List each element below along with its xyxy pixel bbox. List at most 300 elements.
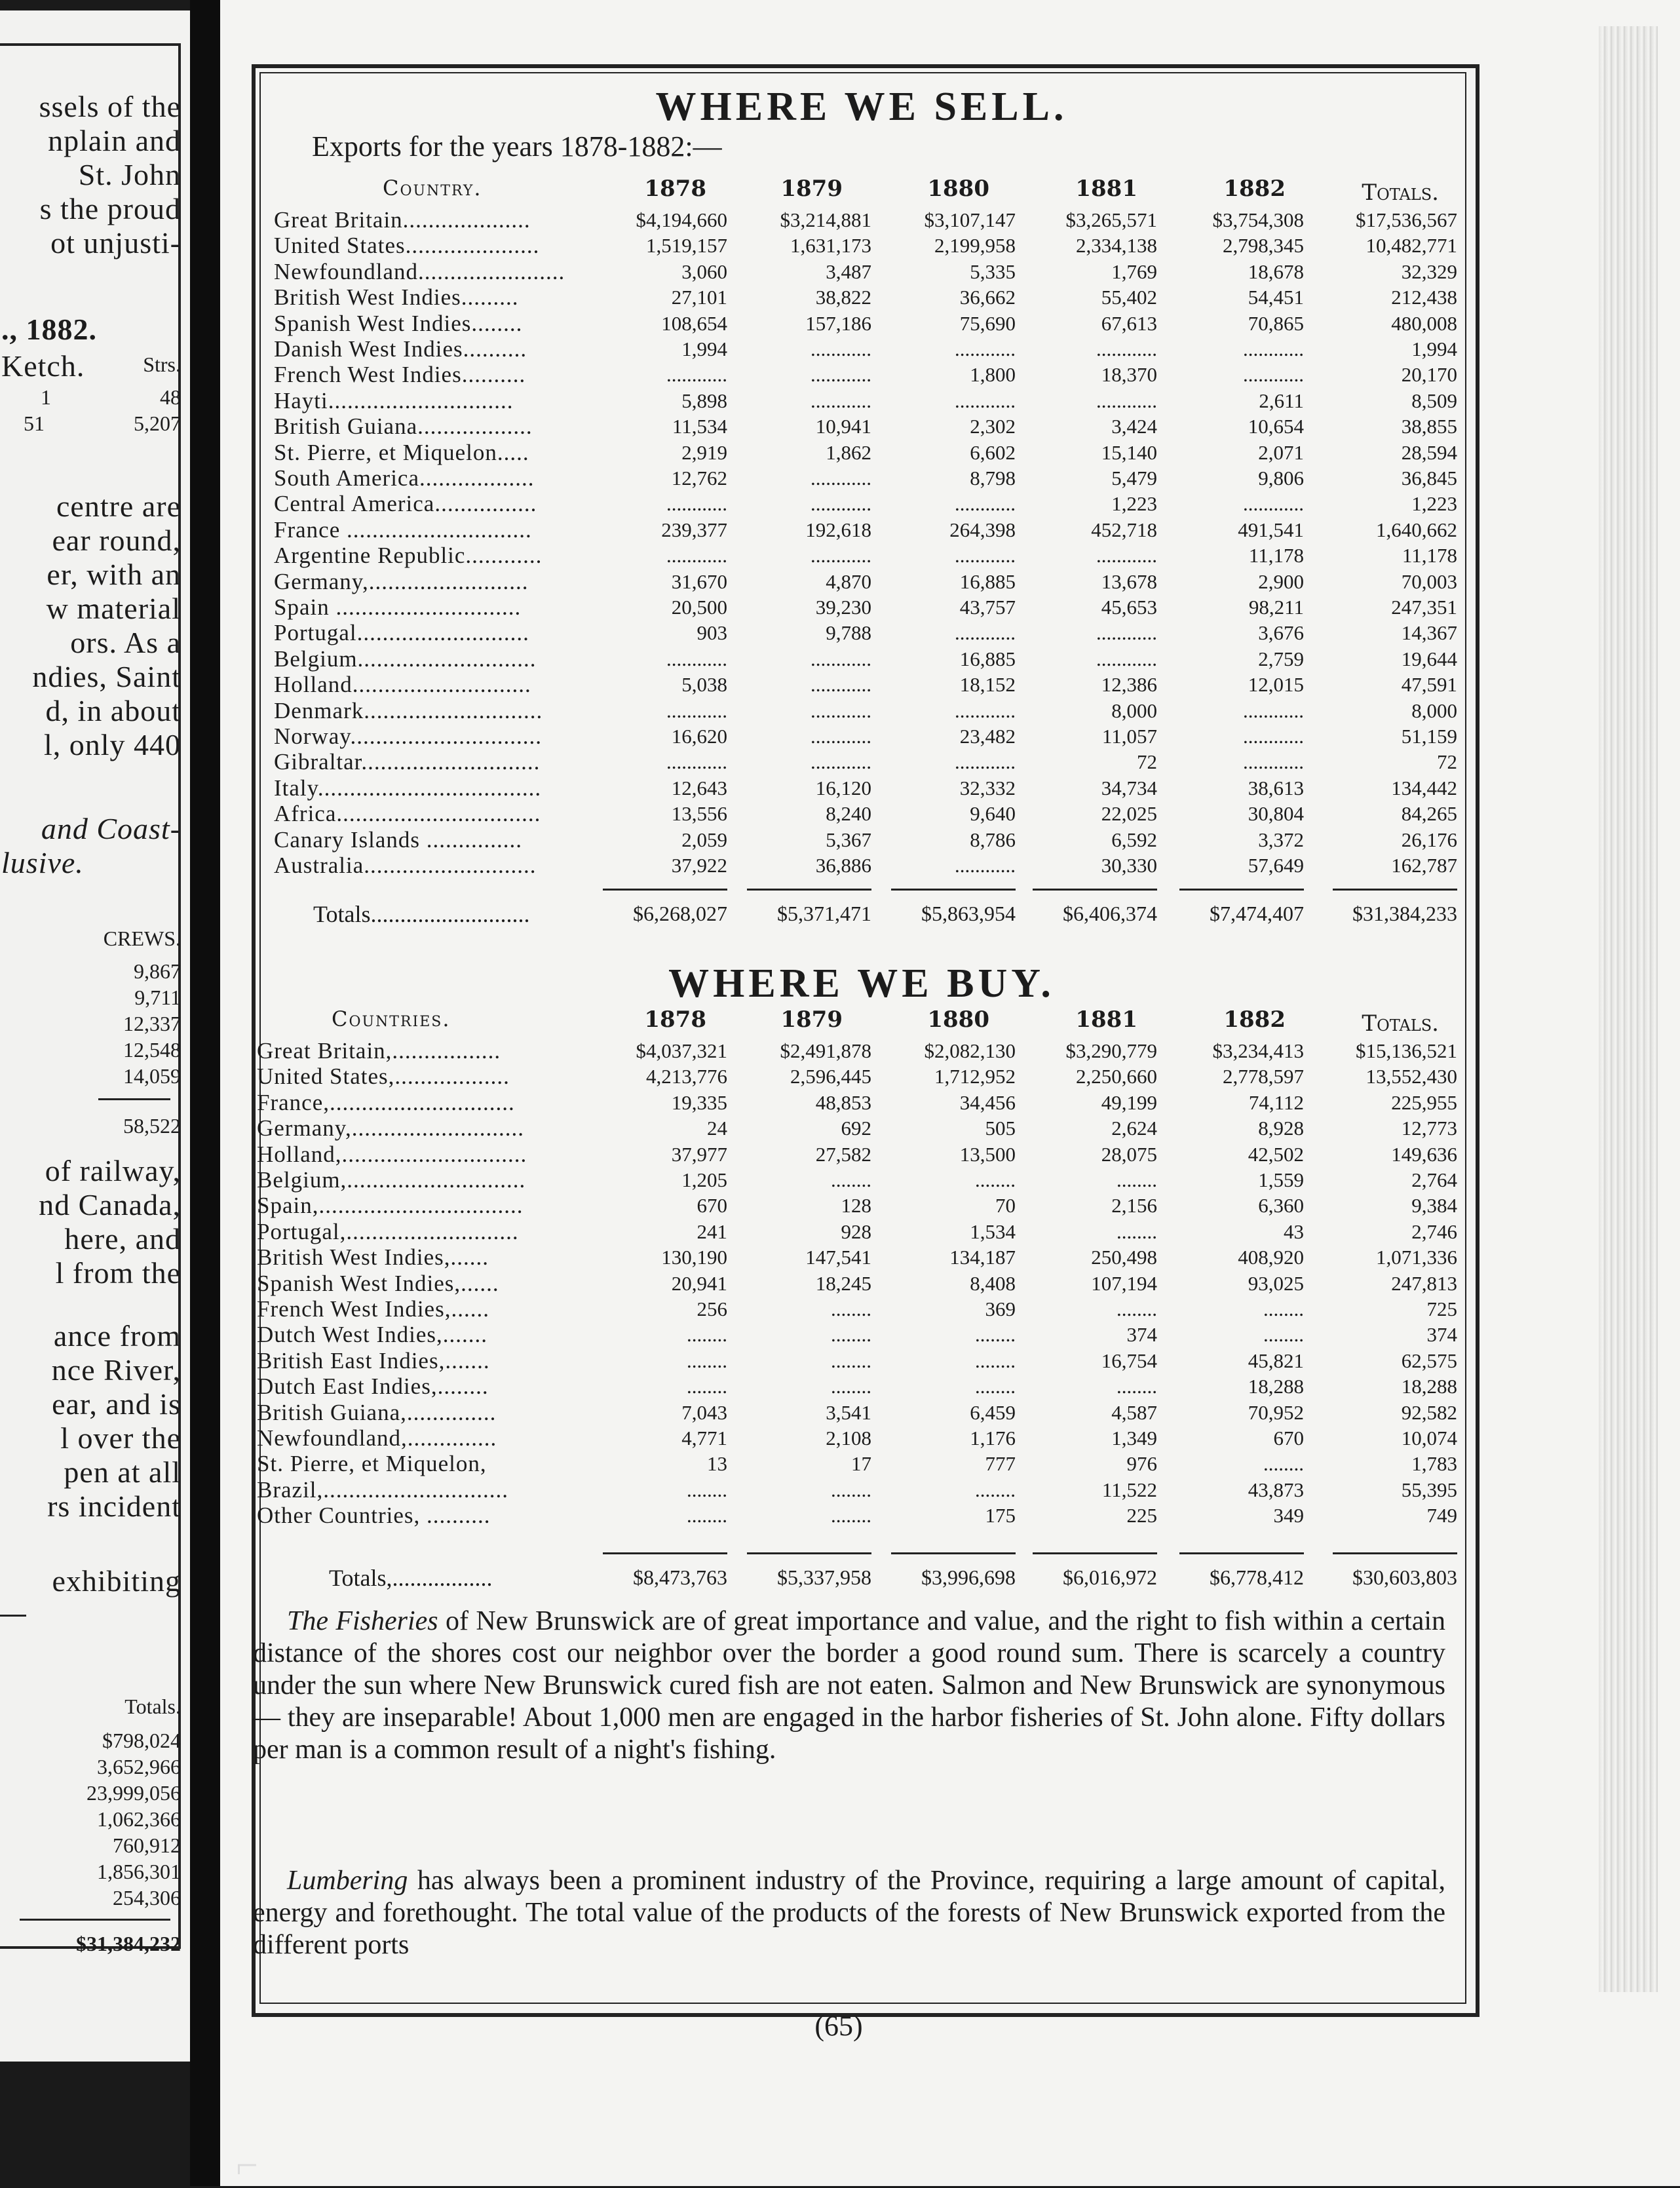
- left-vessel-header: Ketch.: [1, 349, 85, 383]
- page-number: (65): [814, 2010, 863, 2042]
- buy-cell: 2,250,660: [1076, 1065, 1157, 1088]
- sell-cell: ............: [666, 750, 727, 774]
- sell-cell: 38,613: [1248, 776, 1304, 799]
- sell-cell: ............: [1096, 621, 1157, 645]
- sell-total-cell: $6,268,027: [633, 902, 727, 926]
- sell-row-name: British Guiana..................: [274, 413, 533, 440]
- left-crews-rule: [98, 1098, 170, 1100]
- buy-cell: 1,071,336: [1376, 1246, 1457, 1269]
- sell-cell: 8,000: [1111, 699, 1157, 722]
- sell-cell: 36,886: [815, 854, 871, 877]
- buy-total-cell: $30,603,803: [1352, 1565, 1457, 1589]
- sell-cell: 8,000: [1411, 699, 1457, 722]
- buy-cell: ........: [831, 1504, 871, 1527]
- buy-cell: 18,288: [1401, 1375, 1457, 1398]
- buy-cell: $3,234,413: [1212, 1039, 1304, 1062]
- sell-cell: 212,438: [1391, 286, 1457, 309]
- buy-total-cell: $5,337,958: [777, 1565, 871, 1589]
- buy-cell: 9,384: [1411, 1194, 1457, 1218]
- left-totals-value: $798,024: [102, 1729, 181, 1752]
- left-crews-value: 12,337: [123, 1012, 181, 1035]
- sell-total-cell: $31,384,233: [1352, 902, 1457, 926]
- sell-cell: 16,885: [959, 569, 1016, 593]
- buy-totals-rule: [603, 1552, 727, 1554]
- left-vessel-cell: 51: [24, 412, 45, 435]
- sell-cell: 2,611: [1259, 389, 1304, 412]
- left-crews-value: 9,711: [134, 986, 181, 1009]
- sell-cell: ............: [666, 544, 727, 567]
- buy-totals-rule: [891, 1552, 1016, 1554]
- left-fragment: centre are: [56, 489, 181, 523]
- sell-cell: 45,653: [1101, 596, 1157, 619]
- sell-row-name: Central America................: [274, 491, 537, 517]
- sell-year-header: 1881: [1075, 176, 1137, 202]
- sell-cell: 2,798,345: [1223, 234, 1304, 258]
- sell-cell: ............: [1096, 544, 1157, 567]
- sell-year-header: 1882: [1223, 176, 1286, 202]
- sell-cell: 264,398: [949, 518, 1016, 541]
- sell-cell: 38,855: [1401, 415, 1457, 438]
- sell-cell: 43,757: [959, 596, 1016, 619]
- sell-cell: 5,335: [970, 259, 1016, 283]
- buy-cell: 107,194: [1091, 1271, 1157, 1295]
- left-totals-header: Totals.: [124, 1695, 181, 1718]
- buy-cell: ........: [1263, 1323, 1304, 1347]
- buy-total-cell: $8,473,763: [633, 1565, 727, 1589]
- left-crews-value: 14,059: [123, 1064, 181, 1088]
- sell-cell: 1,640,662: [1376, 518, 1457, 541]
- sell-cell: 28,594: [1401, 440, 1457, 464]
- buy-total-cell: $6,016,972: [1063, 1565, 1157, 1589]
- sell-year-header: 1878: [644, 176, 706, 202]
- sell-row-name: Portugal...........................: [274, 620, 529, 646]
- left-totals-value: 760,912: [113, 1833, 181, 1857]
- left-vessel-cell: 48: [160, 385, 181, 409]
- buy-cell: 48,853: [815, 1090, 871, 1114]
- buy-cell: ........: [687, 1375, 727, 1398]
- sell-cell: 134,442: [1391, 776, 1457, 799]
- sell-row-name: British West Indies.........: [274, 284, 519, 311]
- sell-country-header: Country.: [383, 176, 482, 201]
- sell-cell: ............: [811, 699, 871, 722]
- left-fragment: ance from: [53, 1319, 181, 1353]
- buy-cell: ........: [1117, 1219, 1157, 1243]
- sell-row-name: Italy...................................: [274, 775, 542, 801]
- left-crews-value: 9,867: [134, 959, 181, 983]
- sell-cell: 32,329: [1401, 259, 1457, 283]
- buy-cell: 1,534: [970, 1219, 1016, 1243]
- buy-cell: 130,190: [661, 1246, 727, 1269]
- sell-cell: 18,370: [1101, 363, 1157, 387]
- buy-cell: 670: [697, 1194, 727, 1218]
- buy-title: WHERE WE BUY.: [668, 961, 1055, 1006]
- buy-year-header: 1879: [780, 1007, 843, 1033]
- left-page: [0, 10, 190, 2062]
- buy-cell: ........: [687, 1478, 727, 1501]
- sell-cell: 2,302: [970, 415, 1016, 438]
- sell-cell: ............: [811, 725, 871, 748]
- sell-cell: 9,806: [1258, 467, 1304, 489]
- sell-row-name: Spain .............................: [274, 594, 522, 620]
- sell-row-name: Belgium............................: [274, 645, 537, 672]
- buy-totals-rule: [747, 1552, 871, 1554]
- sell-cell: ............: [811, 389, 871, 412]
- buy-cell: 10,074: [1401, 1427, 1457, 1449]
- sell-cell: 10,941: [815, 415, 871, 438]
- left-fragment: l over the: [60, 1421, 181, 1455]
- buy-totals-rule: [1033, 1552, 1157, 1554]
- sell-row-name: Gibraltar............................: [274, 749, 541, 775]
- left-fragment: l from the: [55, 1256, 181, 1290]
- buy-cell: 43,873: [1248, 1478, 1304, 1501]
- buy-row-name: Portugal,...........................: [257, 1218, 519, 1244]
- buy-row-name: Dutch East Indies,........: [257, 1373, 489, 1400]
- buy-row-name: Great Britain,.................: [257, 1038, 501, 1064]
- left-fragment: ear round,: [52, 524, 181, 557]
- sell-cell: 23,482: [959, 725, 1016, 748]
- left-totals-value: 3,652,966: [97, 1755, 181, 1778]
- sell-cell: ............: [1243, 363, 1304, 387]
- buy-cell: ........: [831, 1297, 871, 1320]
- buy-row-name: Brazil,.............................: [257, 1476, 509, 1503]
- fisheries-lead: The Fisheries: [287, 1606, 438, 1636]
- sell-cell: 13,556: [671, 802, 727, 826]
- buy-row-name: Dutch West Indies,.......: [257, 1322, 488, 1348]
- sell-cell: ............: [955, 337, 1016, 360]
- left-fragment: rs incident: [47, 1489, 181, 1523]
- buy-cell: ........: [831, 1323, 871, 1347]
- sell-cell: ............: [955, 854, 1016, 877]
- buy-year-header: 1880: [927, 1007, 989, 1033]
- sell-cell: 36,662: [959, 286, 1016, 309]
- sell-cell: 6,592: [1111, 828, 1157, 851]
- buy-row-name: United States,..................: [257, 1064, 510, 1090]
- buy-cell: 11,522: [1101, 1478, 1157, 1501]
- sell-cell: 2,334,138: [1076, 234, 1157, 258]
- left-fragment: nplain and: [48, 124, 181, 157]
- sell-cell: 11,178: [1248, 544, 1304, 567]
- sell-cell: ............: [666, 363, 727, 387]
- buy-row-name: British West Indies,......: [257, 1244, 489, 1271]
- buy-cell: 93,025: [1248, 1271, 1304, 1295]
- buy-cell: 49,199: [1101, 1090, 1157, 1114]
- sell-cell: 38,822: [815, 286, 871, 309]
- buy-cell: 134,187: [949, 1246, 1016, 1269]
- sell-cell: 37,922: [671, 854, 727, 877]
- sell-cell: 72: [1137, 750, 1157, 774]
- sell-cell: 1,519,157: [646, 234, 727, 258]
- sell-cell: ............: [1096, 337, 1157, 360]
- sell-cell: 26,176: [1401, 828, 1457, 851]
- buy-cell: $2,491,878: [780, 1039, 871, 1062]
- fisheries-paragraph: [253, 1605, 1445, 1766]
- buy-cell: ........: [1117, 1375, 1157, 1398]
- sell-cell: 54,451: [1248, 286, 1304, 309]
- sell-cell: 20,170: [1401, 363, 1457, 387]
- sell-cell: ............: [955, 492, 1016, 516]
- sell-cell: ............: [811, 544, 871, 567]
- handwritten-mark: ⌐: [236, 2143, 258, 2187]
- left-year-heading: ., 1882.: [1, 313, 97, 346]
- sell-cell: 31,670: [671, 569, 727, 593]
- buy-cell: $4,037,321: [636, 1039, 727, 1062]
- sell-totals-rule: [1179, 889, 1304, 891]
- left-fragment: s the proud: [39, 192, 181, 225]
- sell-cell: 47,591: [1401, 673, 1457, 697]
- sell-cell: ............: [666, 492, 727, 516]
- lumbering-paragraph: [253, 1865, 1445, 1961]
- sell-cell: $4,194,660: [636, 208, 727, 231]
- left-fragment: here, and: [64, 1222, 181, 1256]
- left-fragment: nd Canada,: [39, 1188, 181, 1221]
- sell-cell: 16,885: [959, 647, 1016, 670]
- left-fragment: pen at all: [64, 1455, 181, 1489]
- buy-cell: 225,955: [1391, 1090, 1457, 1114]
- left-totals-value: 1,856,301: [97, 1860, 181, 1883]
- sell-cell: 70,003: [1401, 569, 1457, 593]
- buy-cell: ........: [975, 1478, 1016, 1501]
- buy-cell: 2,778,597: [1223, 1065, 1304, 1088]
- buy-row-name: Germany,...........................: [257, 1115, 524, 1142]
- buy-cell: 725: [1426, 1297, 1457, 1320]
- buy-row-name: France,.............................: [257, 1089, 515, 1115]
- sell-cell: 12,643: [671, 776, 727, 799]
- buy-row-name: Holland,.............................: [257, 1141, 527, 1167]
- lumbering-body: has always been a prominent industry of the Province, requiring a large amount of capital, energy and forethought. The total value of the products of the forests of New Brunswick exported from the different ports: [253, 1866, 1445, 1960]
- buy-total-cell: $6,778,412: [1210, 1565, 1304, 1589]
- buy-year-header: 1882: [1223, 1007, 1286, 1033]
- buy-cell: 2,156: [1111, 1194, 1157, 1218]
- sell-cell: 16,120: [815, 776, 871, 799]
- sell-cell: 27,101: [671, 286, 727, 309]
- sell-totals-header: Totals.: [1362, 180, 1439, 206]
- buy-row-name: French West Indies,......: [257, 1296, 489, 1322]
- buy-cell: 374: [1126, 1323, 1157, 1347]
- buy-cell: ........: [1263, 1452, 1304, 1476]
- sell-cell: 3,676: [1258, 621, 1304, 645]
- buy-row-name: Spanish West Indies,......: [257, 1270, 499, 1296]
- sell-row-name: Australia...........................: [274, 853, 537, 878]
- sell-cell: 6,602: [970, 440, 1016, 464]
- buy-cell: 18,288: [1248, 1375, 1304, 1398]
- sell-cell: 9,640: [970, 802, 1016, 826]
- sell-row-name: Spanish West Indies........: [274, 310, 523, 336]
- sell-cell: 30,804: [1248, 802, 1304, 826]
- left-fragment: ssels of the: [39, 90, 181, 123]
- sell-totals-rule: [1333, 889, 1457, 891]
- sell-cell: 34,734: [1101, 776, 1157, 799]
- sell-cell: 9,788: [826, 621, 871, 645]
- sell-subtitle: Exports for the years 1878-1882:—: [312, 130, 722, 163]
- sell-row-name: France .............................: [274, 516, 532, 543]
- buy-cell: 1,712,952: [934, 1065, 1016, 1088]
- sell-cell: 5,367: [826, 828, 871, 851]
- left-italic-line: and Coast-: [41, 812, 181, 845]
- buy-cell: 749: [1426, 1504, 1457, 1527]
- buy-country-header: Countries.: [332, 1007, 451, 1031]
- buy-cell: 349: [1273, 1504, 1304, 1527]
- buy-row-name: Other Countries, ..........: [257, 1503, 491, 1529]
- sell-cell: 10,482,771: [1365, 234, 1457, 258]
- lumbering-lead: Lumbering: [287, 1866, 408, 1896]
- left-fragment: d, in about: [45, 694, 181, 727]
- buy-cell: 42,502: [1248, 1142, 1304, 1166]
- sell-cell: 3,424: [1111, 415, 1157, 438]
- buy-cell: 2,108: [826, 1427, 871, 1449]
- sell-cell: 5,898: [681, 389, 727, 412]
- sell-cell: 3,372: [1258, 828, 1304, 851]
- sell-cell: ............: [1096, 647, 1157, 670]
- sell-cell: ............: [955, 621, 1016, 645]
- buy-cell: 92,582: [1401, 1400, 1457, 1424]
- sell-cell: 8,786: [970, 828, 1016, 851]
- buy-cell: 250,498: [1091, 1246, 1157, 1269]
- buy-cell: 7,043: [681, 1400, 727, 1424]
- sell-cell: 67,613: [1101, 311, 1157, 335]
- buy-cell: 241: [697, 1219, 727, 1243]
- sell-cell: 3,060: [681, 259, 727, 283]
- sell-cell: 19,644: [1401, 647, 1457, 670]
- sell-cell: ............: [811, 647, 871, 670]
- sell-cell: 8,509: [1411, 389, 1457, 412]
- buy-cell: ........: [687, 1349, 727, 1372]
- sell-cell: 72: [1437, 750, 1457, 774]
- sell-cell: ............: [1243, 750, 1304, 774]
- buy-cell: ........: [975, 1349, 1016, 1372]
- buy-cell: ........: [831, 1349, 871, 1372]
- buy-cell: 8,408: [970, 1271, 1016, 1295]
- sell-cell: 1,862: [826, 440, 871, 464]
- sell-cell: ............: [955, 699, 1016, 722]
- sell-totals-rule: [891, 889, 1016, 891]
- sell-cell: 12,015: [1248, 673, 1304, 697]
- sell-cell: 22,025: [1101, 802, 1157, 826]
- sell-row-name: Newfoundland.......................: [274, 258, 565, 284]
- left-fragment: ors. As a: [70, 626, 181, 659]
- buy-cell: 2,624: [1111, 1117, 1157, 1140]
- buy-cell: 6,459: [970, 1400, 1016, 1424]
- left-fragment: ot unjusti-: [50, 226, 181, 259]
- sell-row-name: South America..................: [274, 465, 535, 491]
- left-totals-value: 1,062,366: [97, 1807, 181, 1831]
- buy-row-name: Newfoundland,..............: [257, 1425, 497, 1451]
- sell-cell: $17,536,567: [1356, 208, 1457, 231]
- left-vessel-cell: 1: [41, 385, 51, 409]
- buy-cell: 34,456: [959, 1090, 1016, 1114]
- sell-cell: 157,186: [805, 311, 871, 335]
- sell-cell: ............: [811, 673, 871, 697]
- sell-cell: ............: [811, 467, 871, 489]
- buy-cell: 16,754: [1101, 1349, 1157, 1372]
- sell-cell: 10,654: [1248, 415, 1304, 438]
- buy-cell: 6,360: [1258, 1194, 1304, 1218]
- buy-cell: 225: [1126, 1504, 1157, 1527]
- buy-cell: 1,205: [681, 1168, 727, 1191]
- buy-cell: 28,075: [1101, 1142, 1157, 1166]
- buy-cell: 17: [851, 1452, 871, 1476]
- buy-cell: 374: [1426, 1323, 1457, 1347]
- buy-cell: 247,813: [1391, 1271, 1457, 1295]
- sell-row-name: Denmark............................: [274, 697, 543, 723]
- sell-cell: 14,367: [1401, 621, 1457, 645]
- sell-totals-rule: [603, 889, 727, 891]
- sell-cell: 75,690: [959, 311, 1016, 335]
- buy-cell: ........: [1263, 1297, 1304, 1320]
- buy-cell: ........: [1117, 1297, 1157, 1320]
- sell-cell: 2,900: [1258, 569, 1304, 593]
- buy-cell: 3,541: [826, 1400, 871, 1424]
- left-fragment: of railway,: [45, 1154, 181, 1187]
- buy-cell: 20,941: [671, 1271, 727, 1295]
- buy-year-header: 1878: [644, 1007, 706, 1033]
- buy-cell: 2,764: [1411, 1168, 1457, 1191]
- left-vessel-cell: 5,207: [134, 412, 181, 435]
- buy-cell: 45,821: [1248, 1349, 1304, 1372]
- sell-row-name: Canary Islands ...............: [274, 826, 522, 853]
- buy-cell: 13: [707, 1452, 727, 1476]
- buy-cell: ........: [831, 1375, 871, 1398]
- buy-cell: 74,112: [1248, 1090, 1304, 1114]
- sell-row-name: Great Britain....................: [274, 207, 531, 233]
- sell-cell: 55,402: [1101, 286, 1157, 309]
- buy-totals-header: Totals.: [1362, 1010, 1439, 1037]
- buy-cell: 505: [985, 1117, 1016, 1140]
- buy-cell: 55,395: [1401, 1478, 1457, 1501]
- buy-cell: 976: [1126, 1452, 1157, 1476]
- sell-cell: 162,787: [1391, 854, 1457, 877]
- sell-total-cell: $5,371,471: [777, 902, 871, 926]
- sell-cell: 32,332: [959, 776, 1016, 799]
- buy-cell: 19,335: [671, 1090, 727, 1114]
- left-fragment: ndies, Saint: [32, 660, 181, 693]
- sell-cell: $3,754,308: [1212, 208, 1304, 231]
- left-crews-header: CREWS.: [103, 927, 181, 950]
- sell-cell: 247,351: [1391, 596, 1457, 619]
- buy-cell: 62,575: [1401, 1349, 1457, 1372]
- sell-cell: 11,534: [672, 415, 727, 438]
- left-fragment: er, with an: [47, 558, 181, 591]
- sell-cell: 98,211: [1248, 596, 1304, 619]
- left-fragment: l, only 440: [43, 728, 181, 761]
- sell-cell: 36,845: [1401, 467, 1457, 489]
- sell-cell: 12,386: [1101, 673, 1157, 697]
- sell-cell: 5,479: [1111, 467, 1157, 489]
- buy-cell: 2,746: [1411, 1219, 1457, 1243]
- sell-cell: $3,265,571: [1065, 208, 1157, 231]
- buy-total-cell: $3,996,698: [921, 1565, 1016, 1589]
- sell-cell: 239,377: [661, 518, 727, 541]
- sell-cell: 30,330: [1101, 854, 1157, 877]
- sell-cell: 108,654: [661, 311, 727, 335]
- buy-cell: 777: [985, 1452, 1016, 1476]
- buy-cell: 147,541: [805, 1246, 871, 1269]
- sell-cell: ............: [666, 647, 727, 670]
- buy-row-name: St. Pierre, et Miquelon,: [257, 1451, 487, 1477]
- sell-cell: 2,919: [681, 440, 727, 464]
- buy-cell: 13,500: [959, 1142, 1016, 1166]
- sell-cell: ............: [1243, 725, 1304, 748]
- left-totals-rule: [20, 1919, 170, 1921]
- buy-cell: 256: [697, 1297, 727, 1320]
- buy-cell: 1,176: [970, 1427, 1016, 1449]
- sell-totals-rule: [747, 889, 871, 891]
- sell-cell: ............: [955, 389, 1016, 412]
- buy-cell: 1,783: [1411, 1452, 1457, 1476]
- sell-cell: 4,870: [826, 569, 871, 593]
- buy-cell: ........: [975, 1323, 1016, 1347]
- buy-row-name: British Guiana,..............: [257, 1399, 497, 1425]
- sell-row-name: Africa................................: [274, 801, 541, 827]
